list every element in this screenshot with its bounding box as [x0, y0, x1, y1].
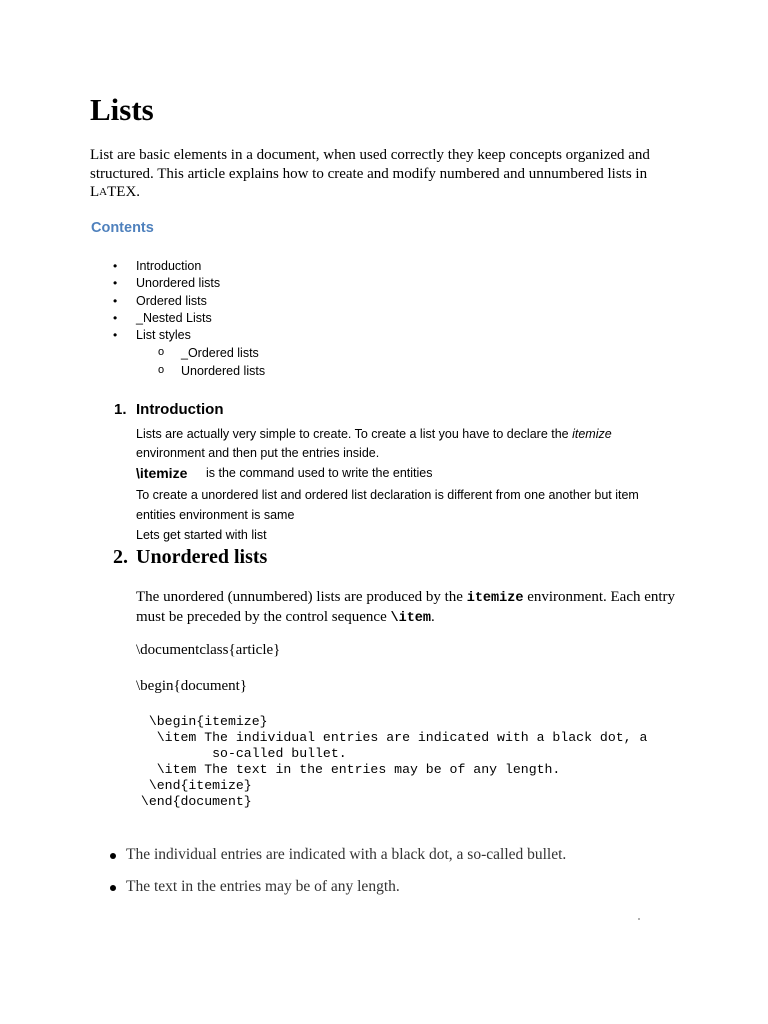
intro-body-line [136, 424, 612, 444]
bullet-icon [110, 853, 116, 859]
command-description: is the command used to write the entities [206, 466, 433, 480]
latex-letter-l: L [90, 184, 100, 200]
code-line: \item The text in the entries may be of any length. [133, 762, 561, 777]
intro-body-line: entities environment is same [136, 508, 295, 522]
description-text: . [431, 609, 435, 625]
intro-paragraph [90, 146, 680, 203]
section-number: 2. [113, 546, 128, 568]
intro-body-text: Lists are actually very simple to create. To create a list you have to declare the [136, 427, 573, 441]
description-text: The unordered (unnumbered) lists are produced by the [136, 589, 467, 605]
code-line: \begin{itemize} [133, 714, 268, 729]
toc-item-nested-lists[interactable]: _Nested Lists [136, 311, 212, 325]
intro-line: structured. This article explains how to create and modify numbered and unnumbered lists in [90, 165, 648, 182]
code-line: \end{itemize} [133, 778, 252, 793]
latex-letter-a: A [99, 186, 108, 198]
bullet-icon: • [113, 259, 118, 273]
list-item: The individual entries are indicated with a black dot, a so-called bullet. [126, 846, 567, 863]
description-text: environment. Each entry [523, 589, 676, 605]
description-line [136, 588, 696, 608]
toc-subitem-unordered-lists[interactable]: Unordered lists [181, 364, 266, 378]
intro-body-line: Lets get started with list [136, 528, 267, 542]
documentclass-line: \documentclass{article} [136, 642, 281, 658]
bullet-icon: • [113, 328, 118, 342]
section-number: 1. [114, 401, 127, 418]
itemize-emphasis: itemize [572, 427, 612, 441]
list-item: The text in the entries may be of any length. [126, 878, 400, 895]
latex-letter-rest: TEX. [107, 184, 141, 200]
section-title-introduction: Introduction [136, 401, 224, 418]
sub-bullet-icon: o [158, 364, 165, 376]
intro-body-line: To create a unordered list and ordered list declaration is different from one another but item [136, 488, 639, 502]
toc-item-ordered-lists[interactable]: Ordered lists [136, 294, 207, 308]
intro-body-line: environment and then put the entries inside. [136, 446, 380, 460]
latex-logo [90, 183, 680, 203]
description-text: must be preceded by the control sequence [136, 609, 391, 625]
toc-item-introduction[interactable]: Introduction [136, 259, 202, 273]
toc-item-unordered-lists[interactable]: Unordered lists [136, 276, 221, 290]
code-line: \item The individual entries are indicated with a black dot, a [133, 730, 648, 745]
bullet-icon: • [113, 311, 118, 325]
item-keyword: \item [390, 611, 432, 626]
code-line: so-called bullet. [133, 746, 347, 761]
section-title-unordered-lists: Unordered lists [136, 546, 268, 568]
itemize-command: \itemize [136, 465, 188, 481]
toc-subitem-ordered-lists[interactable]: _Ordered lists [181, 346, 259, 360]
stray-dot [638, 918, 640, 920]
description-line [136, 608, 696, 628]
toc-item-list-styles[interactable]: List styles [136, 328, 191, 342]
bullet-icon [110, 885, 116, 891]
begin-document-line: \begin{document} [136, 678, 248, 694]
bullet-icon: • [113, 276, 118, 290]
bullet-icon: • [113, 294, 118, 308]
page-title: Lists [90, 92, 154, 127]
sub-bullet-icon: o [158, 346, 165, 358]
itemize-keyword: itemize [466, 591, 524, 606]
intro-line: List are basic elements in a document, when used correctly they keep concepts organized and [90, 147, 650, 163]
contents-heading: Contents [91, 220, 154, 236]
unordered-description [136, 588, 696, 628]
code-line: \end{document} [133, 794, 252, 809]
